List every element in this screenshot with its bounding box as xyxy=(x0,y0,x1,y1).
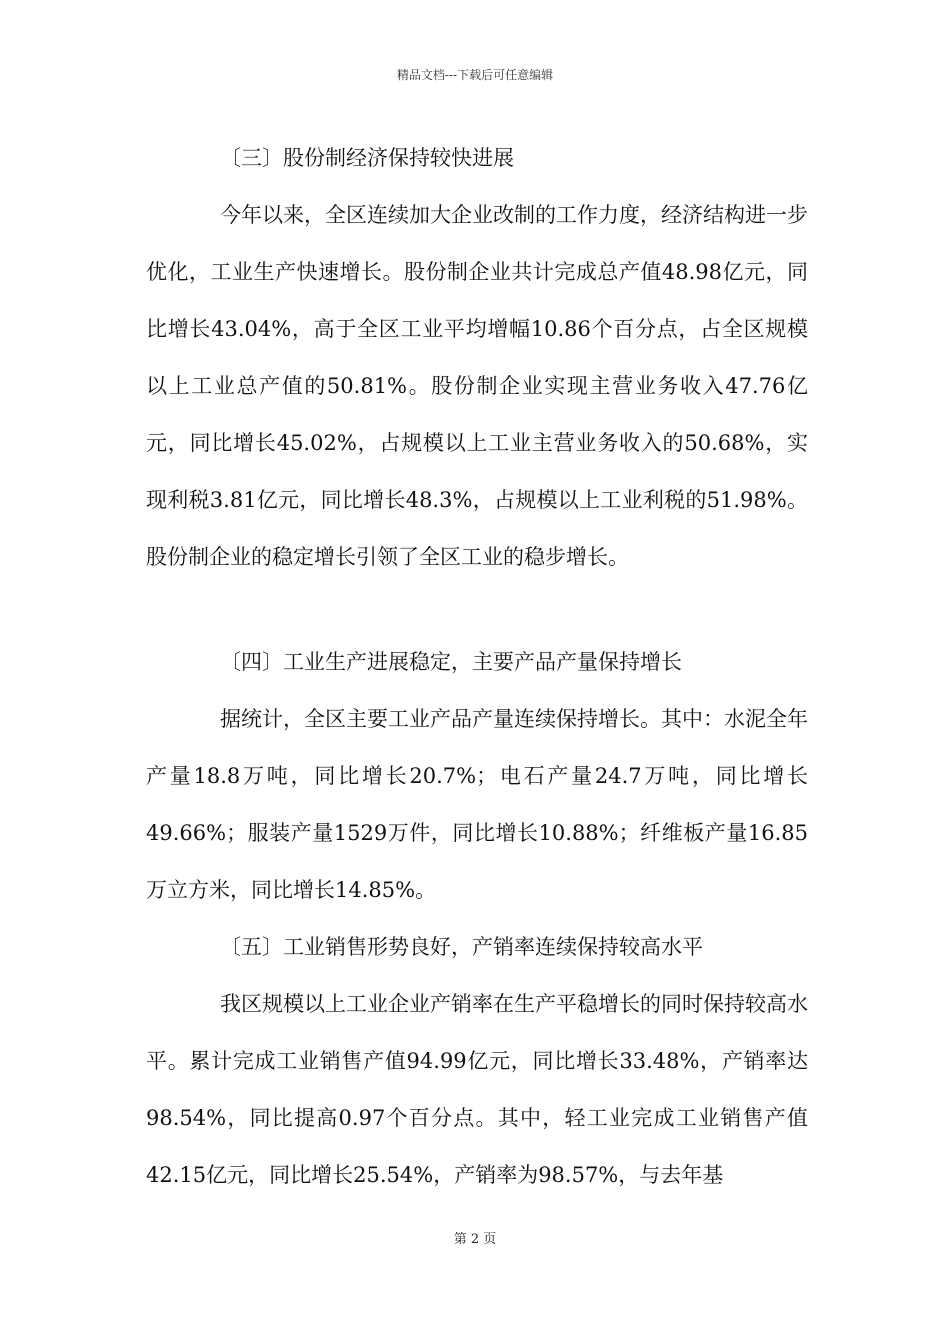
document-body xyxy=(146,130,808,1204)
section-heading-5: 〔五〕工业销售形势良好，产销率连续保持较高水平 xyxy=(220,935,703,959)
section-gap xyxy=(146,586,808,634)
section-paragraph-5: 我区规模以上工业企业产销率在生产平稳增长的同时保持较高水平。累计完成工业销售产值94.99亿元，同比增长33.48%，产销率达98.54%，同比提高0.97个百分点。其中，轻工业完成工业销售产值42.15亿元，同比增长25.54%，产销率为98.57%，与去年基 xyxy=(146,992,808,1187)
page-number: 第 2 页 xyxy=(453,1232,497,1247)
section-heading-4: 〔四〕工业生产进展稳定，主要产品产量保持增长 xyxy=(220,650,682,674)
section-paragraph-3: 今年以来，全区连续加大企业改制的工作力度，经济结构进一步优化，工业生产快速增长。股份制企业共计完成总产值48.98亿元，同比增长43.04%，高于全区工业平均增幅10.86个百分点，占全区规模以上工业总产值的50.81%。股份制企业实现主营业务收入47.76亿元，同比增长45.02%，占规模以上工业主营业务收入的50.68%，实现利税3.81亿元，同比增长48.3%，占规模以上工业利税的51.98%。股份制企业的稳定增长引领了全区工业的稳步增长。 xyxy=(146,203,808,569)
section-paragraph-4: 据统计，全区主要工业产品产量连续保持增长。其中：水泥全年产量18.8万吨，同比增长20.7%；电石产量24.7万吨，同比增长49.66%；服装产量1529万件，同比增长10.88%；纤维板产量16.85万立方米，同比增长14.85%。 xyxy=(146,707,808,902)
page-header: 精品文档---下载后可任意编辑 xyxy=(396,68,554,82)
section-heading-3: 〔三〕股份制经济保持较快进展 xyxy=(220,146,514,170)
